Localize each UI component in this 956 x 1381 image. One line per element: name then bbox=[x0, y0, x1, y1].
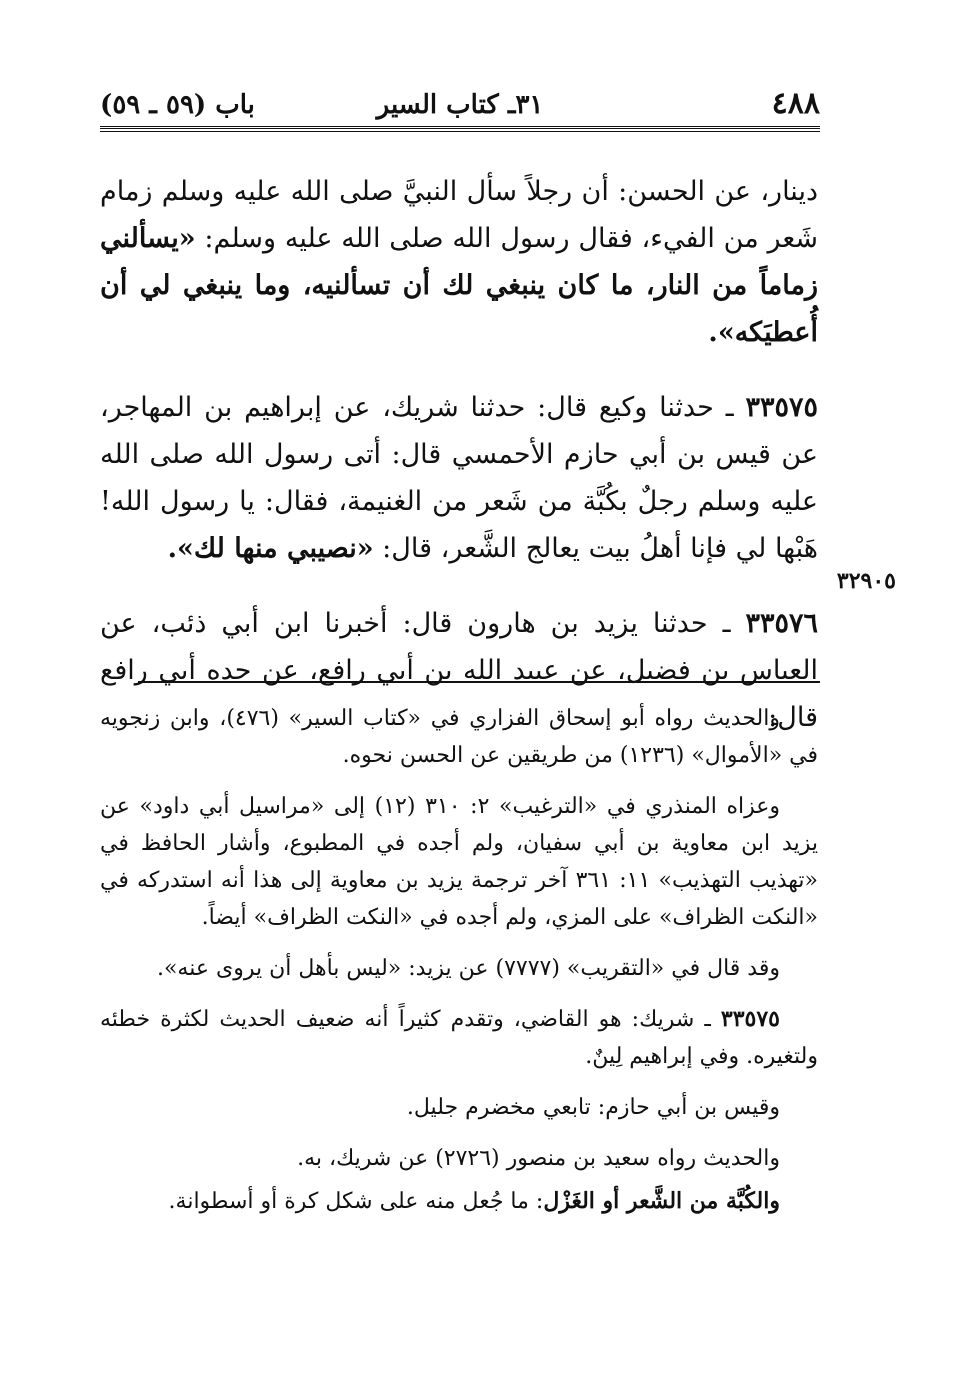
hadith-number: ٣٣٥٧٦ bbox=[745, 608, 818, 639]
footnote-paragraph: والحديث رواه سعيد بن منصور (٢٧٢٦) عن شريك، به. bbox=[297, 1146, 780, 1171]
section-range: باب (٥٩ ـ ٥٩) bbox=[100, 90, 255, 120]
margin-reference-number: ٣٢٩٠٥ bbox=[836, 568, 896, 594]
page-header bbox=[100, 86, 820, 126]
prophetic-saying: «يسألني زماماً من النار، ما كان ينبغي لك أن تسألنيه، وما ينبغي لي أن أُعطيَكه». bbox=[100, 223, 818, 348]
footnote-paragraph: وقد قال في «التقريب» (٧٧٧٧) عن يزيد: «ليس بأهل أن يروى عنه». bbox=[156, 956, 780, 981]
hadith-text: ـ حدثنا يزيد بن هارون قال: أخبرنا ابن أبي ذئب، عن العباس بن فضيل، عن عبيد الله بن أبي رافع، عن جده أبي رافع قال: bbox=[100, 608, 818, 733]
hadith-text: ـ حدثنا وكيع قال: حدثنا شريك، عن إبراهيم بن المهاجر، عن قيس بن أبي حازم الأحمسي قال: أتى رسول الله صلى الله عليه وسلم رجلٌ بكُبَّة من شَعر من الغنيمة، فقال: يا رسول الله! هَبْها لي فإنا أهلُ بيت يعالج الشَّعر، قال: bbox=[100, 392, 818, 564]
hadith-text: دينار، عن الحسن: أن رجلاً سأل النبيَّ صلى الله عليه وسلم زمام شَعر من الفيء، فقال رسول الله صلى الله عليه وسلم: bbox=[100, 176, 818, 254]
hadith-paragraph-33575 bbox=[100, 384, 818, 572]
footnote-divider bbox=[138, 681, 820, 683]
footnote-paragraph: وقيس بن أبي حازم: تابعي مخضرم جليل. bbox=[406, 1095, 780, 1120]
footnote-text: ـ شريك: هو القاضي، وتقدم كثيراً أنه ضعيف الحديث لكثرة خطئه ولتغيره. وفي إبراهيم لِينٌ. bbox=[100, 1007, 818, 1069]
header-divider bbox=[100, 126, 820, 132]
hadith-number: ٣٣٥٧٥ bbox=[745, 392, 818, 423]
glossary-term: والكُبَّة من الشَّعر أو الغَزْل bbox=[543, 1188, 780, 1214]
main-text bbox=[100, 168, 818, 741]
prophetic-saying: «نصيبي منها لك». bbox=[167, 533, 374, 564]
hadith-paragraph-continued bbox=[100, 168, 818, 356]
footnotes bbox=[100, 700, 818, 1234]
footnote-paragraph: وعزاه المنذري في «الترغيب» ٢: ٣١٠ (١٢) إلى «مراسيل أبي داود» عن يزيد ابن معاوية بن أبي سفيان، ولم أجده في المطبوع، وأشار الحافظ في «تهذيب التهذيب» ١١: ٣٦١ آخر ترجمة يزيد بن معاوية إلى هذا أنه استدركه في «النكت الظراف» على المزي، ولم أجده في «النكت الظراف» أيضاً. bbox=[100, 794, 819, 930]
glossary-definition: : ما جُعل منه على شكل كرة أو أسطوانة. bbox=[168, 1189, 544, 1214]
footnote-paragraph bbox=[100, 1183, 818, 1220]
chapter-title: ٣١ـ كتاب السير bbox=[376, 90, 544, 120]
hadith-number: ٣٣٥٧٥ bbox=[720, 1006, 780, 1032]
page-number: ٤٨٨ bbox=[771, 86, 820, 121]
footnote-paragraph bbox=[100, 1001, 818, 1075]
footnote-paragraph: والحديث رواه أبو إسحاق الفزاري في «كتاب السير» (٤٧٦)، وابن زنجويه في «الأموال» (١٢٣٦) من طريقين عن الحسن نحوه. bbox=[100, 706, 818, 768]
